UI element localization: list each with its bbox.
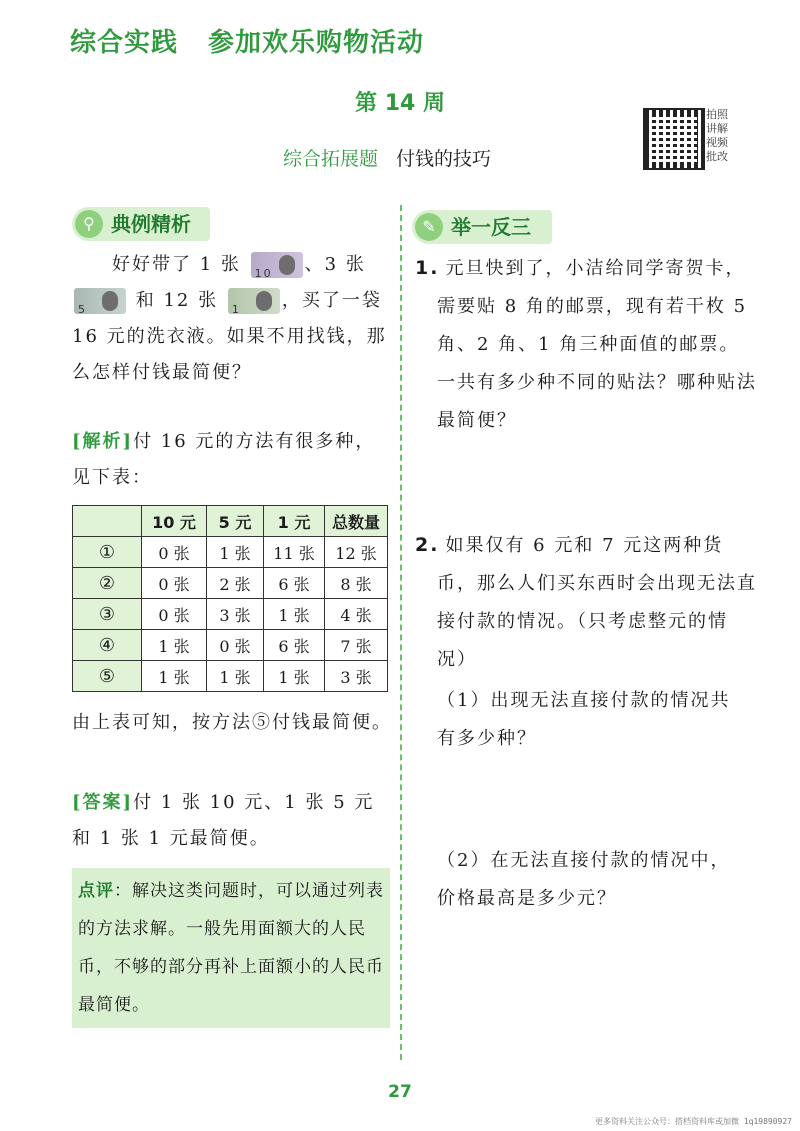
analysis-label: 解析 bbox=[82, 431, 123, 452]
one-yuan-bill-icon: 1 bbox=[228, 288, 280, 314]
question-2-text: 如果仅有 6 元和 7 元这两种货币，那么人们买东西时会出现无法直接付款的情况。（只考虑整元的情况） bbox=[437, 535, 757, 670]
table-cell: 4 张 bbox=[325, 599, 388, 630]
table-row bbox=[73, 599, 388, 630]
table-cell: 6 张 bbox=[264, 630, 325, 661]
table-cell: 1 张 bbox=[207, 661, 264, 692]
table-cell: ⑤ bbox=[73, 661, 142, 692]
example-tag-label: 典例精析 bbox=[111, 212, 191, 236]
five-yuan-bill-icon: 5 bbox=[74, 288, 126, 314]
example-tag bbox=[72, 207, 210, 241]
table-cell: ② bbox=[73, 568, 142, 599]
question-2-part-2: （2）在无法直接付款的情况中，价格最高是多少元？ bbox=[437, 850, 731, 909]
magnifier-icon: ⚲ bbox=[75, 210, 103, 238]
page-number: 27 bbox=[388, 1082, 412, 1102]
practice-tag-label: 举一反三 bbox=[451, 215, 531, 239]
question-2-part-1: （1）出现无法直接付款的情况共有多少种？ bbox=[437, 690, 731, 749]
table-cell: 3 张 bbox=[207, 599, 264, 630]
footer-note: 更多资料关注公众号：搭档资料库或加微 1q19890927 bbox=[595, 1117, 792, 1126]
table-cell: 2 张 bbox=[207, 568, 264, 599]
week-title: 第 14 周 bbox=[355, 91, 445, 116]
table-row bbox=[73, 661, 388, 692]
table-cell: 1 张 bbox=[264, 661, 325, 692]
question-1-number: 1. bbox=[415, 257, 440, 279]
analysis: [解析]付 16 元的方法有很多种，见下表： bbox=[72, 431, 376, 488]
comment-text: ：解决这类问题时，可以通过列表的方法求解。一般先用面额大的人民币，不够的部分再补上面额小的人民币最简便。 bbox=[78, 881, 384, 1015]
qr-label: 拍照讲解视频批改 bbox=[706, 108, 728, 163]
practice-tag bbox=[412, 210, 552, 244]
table-cell: 1 张 bbox=[264, 599, 325, 630]
table-cell: 6 张 bbox=[264, 568, 325, 599]
table-cell: 0 张 bbox=[142, 599, 207, 630]
table-header: 1 元 bbox=[264, 506, 325, 537]
answer-label: 答案 bbox=[82, 792, 123, 813]
question-2-number: 2. bbox=[415, 534, 440, 556]
table-header-row bbox=[73, 506, 388, 537]
table-cell: 1 张 bbox=[142, 630, 207, 661]
qr-code-icon[interactable] bbox=[643, 108, 705, 170]
pencil-icon: ✎ bbox=[415, 213, 443, 241]
problem-text-a: 好好带了 1 张 bbox=[112, 254, 241, 275]
table-cell: 1 张 bbox=[207, 537, 264, 568]
header-part2: 参加欢乐购物活动 bbox=[208, 28, 425, 58]
subtitle-category: 综合拓展题 bbox=[283, 148, 379, 170]
table-header: 10 元 bbox=[142, 506, 207, 537]
column-divider bbox=[400, 205, 402, 1060]
table-row bbox=[73, 630, 388, 661]
table-cell: ④ bbox=[73, 630, 142, 661]
table-header bbox=[73, 506, 142, 537]
table-row bbox=[73, 568, 388, 599]
table-cell: 7 张 bbox=[325, 630, 388, 661]
answer-text: 付 1 张 10 元、1 张 5 元和 1 张 1 元最简便。 bbox=[72, 792, 375, 849]
table-cell: ① bbox=[73, 537, 142, 568]
table-row bbox=[73, 537, 388, 568]
table-header: 总数量 bbox=[325, 506, 388, 537]
comment-box bbox=[72, 868, 390, 1028]
section-header bbox=[70, 22, 424, 59]
question-1 bbox=[415, 249, 757, 440]
payment-table bbox=[72, 505, 388, 692]
table-cell: ③ bbox=[73, 599, 142, 630]
question-2 bbox=[415, 526, 757, 679]
ten-yuan-bill-icon: 10 bbox=[251, 252, 303, 278]
header-part1: 综合实践 bbox=[70, 28, 179, 58]
table-cell: 8 张 bbox=[325, 568, 388, 599]
subtitle bbox=[283, 144, 491, 171]
subtitle-topic: 付钱的技巧 bbox=[396, 148, 492, 170]
problem-text-c: 和 12 张 bbox=[135, 290, 219, 311]
problem-text-b: 、3 张 bbox=[304, 254, 366, 275]
table-header: 5 元 bbox=[207, 506, 264, 537]
question-1-text: 元旦快到了，小洁给同学寄贺卡，需要贴 8 角的邮票，现有若干枚 5 角、2 角、1 角三种面值的邮票。一共有多少种不同的贴法？哪种贴法最简便？ bbox=[437, 258, 757, 431]
problem-text-d: ，买了一袋 16 元的洗衣液。如果不用找钱，那么怎样付钱最简便？ bbox=[72, 290, 387, 383]
table-cell: 12 张 bbox=[325, 537, 388, 568]
table-cell: 1 张 bbox=[142, 661, 207, 692]
table-cell: 0 张 bbox=[142, 568, 207, 599]
comment-label: 点评 bbox=[78, 881, 114, 901]
answer: [答案]付 1 张 10 元、1 张 5 元和 1 张 1 元最简便。 bbox=[72, 792, 375, 849]
analysis-text: 付 16 元的方法有很多种，见下表： bbox=[72, 431, 376, 488]
example-problem bbox=[72, 247, 392, 391]
table-cell: 0 张 bbox=[142, 537, 207, 568]
table-cell: 11 张 bbox=[264, 537, 325, 568]
table-cell: 0 张 bbox=[207, 630, 264, 661]
conclusion: 由上表可知，按方法⑤付钱最简便。 bbox=[72, 712, 392, 733]
table-cell: 3 张 bbox=[325, 661, 388, 692]
